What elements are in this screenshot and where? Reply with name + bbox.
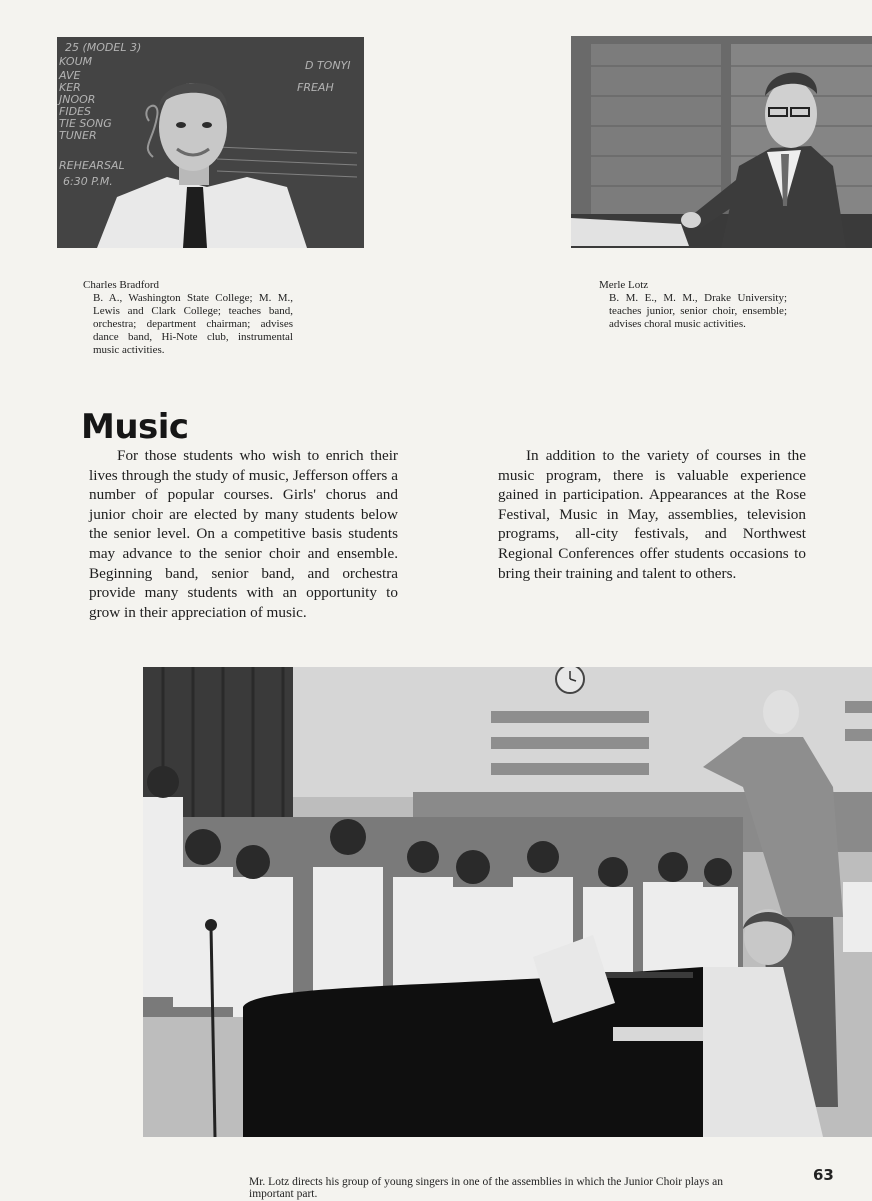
blackboard-text-11: D TONYI (305, 59, 351, 72)
bradford-caption (83, 279, 293, 357)
blackboard-text-8: TUNER (59, 129, 97, 142)
blackboard-text-3: AVE (59, 69, 81, 82)
blackboard-text-9: REHEARSAL (59, 159, 125, 172)
blackboard-text-10: 6:30 P.M. (63, 175, 113, 188)
bradford-portrait-photo (57, 37, 364, 248)
choir-photo (143, 667, 872, 1137)
blackboard-text-7: TIE SONG (59, 117, 112, 130)
faculty-name: Merle Lotz (599, 279, 649, 291)
blackboard-text-5: JNOOR (59, 93, 96, 106)
body-paragraph-left: For those students who wish to enrich their lives through the study of music, Jefferson offers a number of popular courses. Girls' chorus and junior choir are elected by many students below the senior level. On a competitive basis students may advance to the senior choir and ensemble. Beginning band, senior band, and orchestra provide many students with an opportunity to grow in their appreciation of music. (89, 447, 398, 621)
blackboard-text-1: 25 (MODEL 3) (65, 41, 142, 54)
choir-photo-caption: Mr. Lotz directs his group of young singers in one of the assemblies in which the Junior Choir plays an important part. (249, 1175, 723, 1200)
blackboard-text-4: KER (59, 81, 81, 94)
lotz-caption (599, 279, 787, 331)
faculty-credentials: B. M. E., M. M., Drake University; teaches junior, senior choir, ensemble; advises choral music activities. (609, 292, 787, 330)
blackboard-text-2: KOUM (59, 55, 93, 68)
body-paragraph-right: In addition to the variety of courses in the music program, there is valuable experience gained in participation. Appearances at the Rose Festival, Music in May, assemblies, television programs, all-city festivals, and Northwest Regional Conferences offer students occasions to bring their training and talent to others. (498, 447, 806, 582)
lotz-portrait-photo (571, 36, 872, 248)
section-title: Music (81, 407, 189, 447)
blackboard-text-6: FIDES (59, 105, 91, 118)
blackboard-text-12: FREAH (297, 81, 334, 94)
faculty-name: Charles Bradford (83, 279, 160, 291)
faculty-credentials: B. A., Washington State College; M. M., Lewis and Clark College; teaches band, orchestra; department chairman; advises dance band, Hi-Note club, instrumental music activities. (93, 292, 293, 356)
page-number: 63 (813, 1166, 834, 1184)
